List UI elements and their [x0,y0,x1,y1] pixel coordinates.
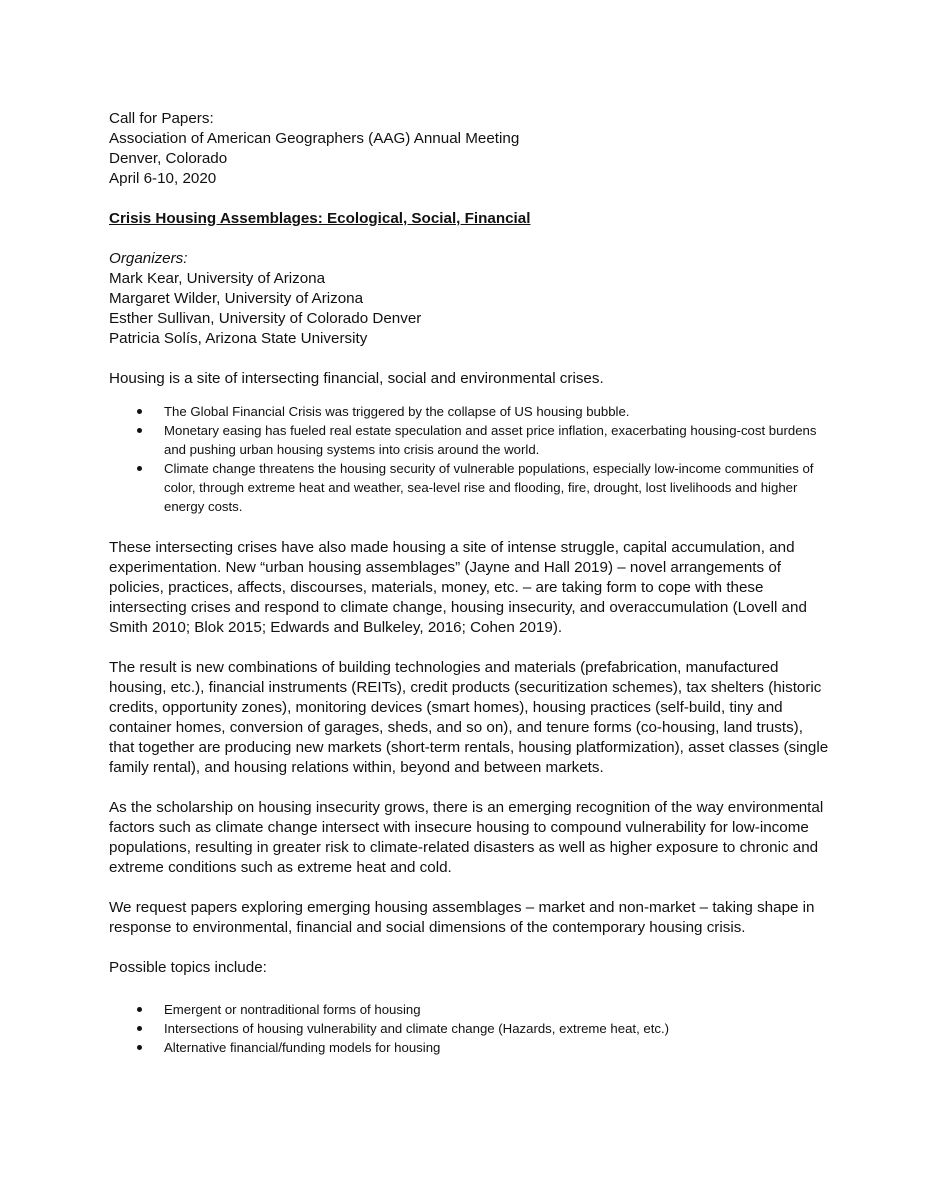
topics-label: Possible topics include: [109,959,267,976]
bullet-text: Climate change threatens the housing security of vulnerable populations, especially low-income communities of color, through extreme heat and weather, sea-level rise and flooding, fire, drought, lost livelihoods and higher energy costs. [164,461,814,514]
bullet-icon [137,1007,142,1012]
list-item [109,1038,829,1057]
organizers-label: Organizers: [109,250,188,267]
bullet-icon [137,1045,142,1050]
list-item [109,402,829,421]
organizers-block [109,249,829,349]
bullet-icon [137,428,142,433]
document-page [109,109,829,1057]
list-item [109,1000,829,1019]
organizer-item: Esther Sullivan, University of Colorado Denver [109,310,422,327]
paragraph-scholarship: As the scholarship on housing insecurity grows, there is an emerging recognition of the way environmental factors such as climate change intersect with insecure housing to compound vulnerability for low-income populations, resulting in greater risk to climate-related disasters as well as higher exposure to chronic and extreme conditions such as extreme heat and cold. [109,799,824,876]
intro-sentence: Housing is a site of intersecting financial, social and environmental crises. [109,370,604,387]
header-line-meeting: Association of American Geographers (AAG) Annual Meeting [109,130,520,147]
list-item [109,459,829,516]
header-line-location: Denver, Colorado [109,150,228,167]
organizer-item: Mark Kear, University of Arizona [109,270,326,287]
organizer-item: Patricia Solís, Arizona State University [109,330,368,347]
list-item [109,421,829,459]
paragraph-result: The result is new combinations of building technologies and materials (prefabrication, manufactured housing, etc.), financial instruments (REITs), credit products (securitization schemes), tax shelters (historic credits, opportunity zones), monitoring devices (smart homes), housing practices (self-build, tiny and container homes, conversion of garages, sheds, and so on), and tenure forms (co-housing, land trusts), that together are producing new markets (short-term rentals, housing platformization), asset classes (single family rental), and housing relations within, beyond and between markets. [109,659,829,776]
bullet-icon [137,466,142,471]
bullet-text: Monetary easing has fueled real estate speculation and asset price inflation, exacerbating housing-cost burdens and pushing urban housing systems into crisis around the world. [164,423,817,457]
session-title: Crisis Housing Assemblages: Ecological, Social, Financial [109,210,531,227]
header-line-call: Call for Papers: [109,110,214,127]
topics-list [109,1000,829,1057]
organizer-item: Margaret Wilder, University of Arizona [109,290,364,307]
list-item [109,1019,829,1038]
bullet-icon [137,1026,142,1031]
header-line-date: April 6-10, 2020 [109,170,217,187]
paragraph-assemblages: These intersecting crises have also made housing a site of intense struggle, capital accumulation, and experimentation. New “urban housing assemblages” (Jayne and Hall 2019) – novel arrangements of policies, practices, affects, discourses, materials, money, etc. – are taking form to cope with these intersecting crises and respond to climate change, housing insecurity, and overaccumulation (Lovell and Smith 2010; Blok 2015; Edwards and Bulkeley, 2016; Cohen 2019). [109,539,807,636]
crisis-bullet-list [109,402,829,516]
bullet-text: The Global Financial Crisis was triggered by the collapse of US housing bubble. [164,404,630,419]
call-header [109,109,829,189]
bullet-icon [137,409,142,414]
paragraph-request: We request papers exploring emerging housing assemblages – market and non-market – taking shape in response to environmental, financial and social dimensions of the contemporary housing crisis. [109,899,815,936]
topic-text: Emergent or nontraditional forms of housing [164,1002,421,1017]
topic-text: Alternative financial/funding models for housing [164,1040,441,1055]
topic-text: Intersections of housing vulnerability and climate change (Hazards, extreme heat, etc.) [164,1021,670,1036]
